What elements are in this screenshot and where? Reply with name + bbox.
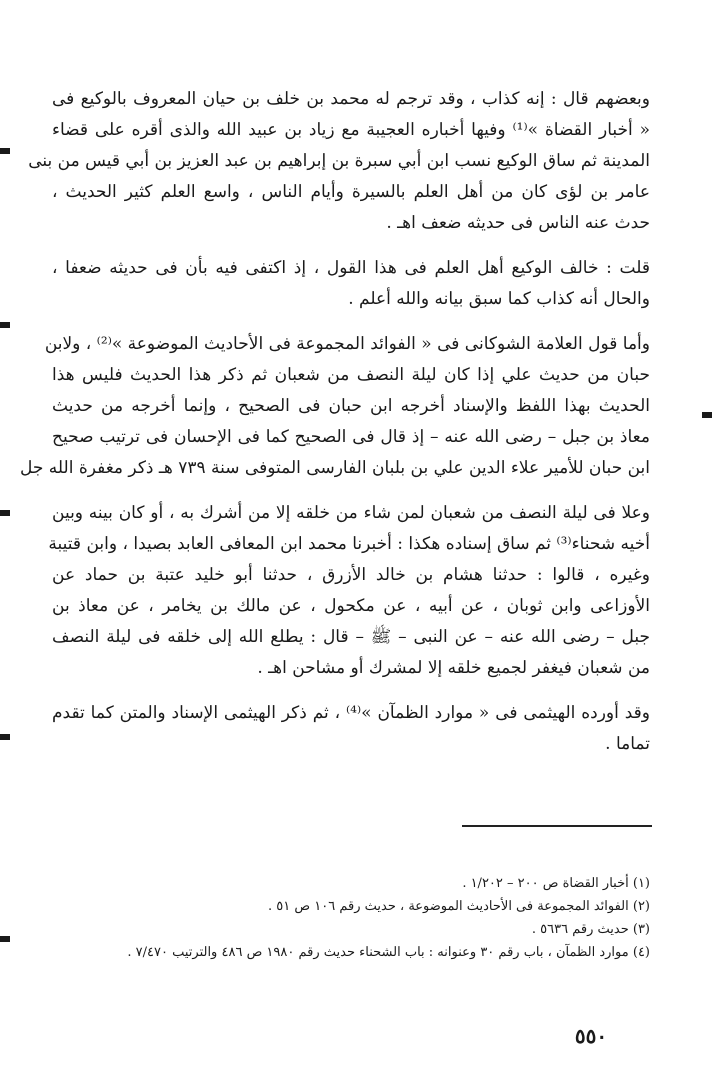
text-line: من شعبان فيغفر لجميع خلقه إلا لمشرك أو مشاحن اهـ . [257,658,650,678]
margin-mark [0,510,10,516]
text-line: الحديث بهذا اللفظ والإسناد أخرجه ابن حبان فى الصحيح ، وإنما أخرجه من حديث [52,396,650,416]
text-line: ابن حبان للأمير علاء الدين علي بن بلبان الفارسى المتوفى سنة ٧٣٩ هـ ذكر مغفرة الله جل [20,458,650,478]
margin-mark [0,148,10,154]
text-line: عامر بن لؤى كان من أهل العلم بالسيرة وأيام الناس ، واسع العلم كثير الحديث ، [52,182,650,202]
footnote: (٢) الفوائد المجموعة فى الأحاديث الموضوعة ، حديث رقم ١٠٦ ص ٥١ . [268,899,650,914]
footnote-separator [462,825,652,827]
margin-mark [0,322,10,328]
text-line: وعلا فى ليلة النصف من شعبان لمن شاء من خلقه إلا من أشرك به ، أو كان بينه وبين [52,503,650,523]
margin-mark [0,936,10,942]
margin-mark [0,734,10,740]
text-line: والحال أنه كذاب كما سبق بيانه والله أعلم . [348,289,650,309]
margin-mark [702,412,712,418]
text-line: وأما قول العلامة الشوكانى فى « الفوائد المجموعة فى الأحاديث الموضوعة »⁽²⁾ ، ولابن [44,334,650,354]
text-line: حبان من حديث علي إذا كان ليلة النصف من شعبان ثم ذكر هذا الحديث فليس هذا [52,365,650,385]
text-line: الأوزاعى وابن ثوبان ، عن أبيه ، عن مكحول ، عن مالك بن يخامر ، عن معاذ بن [52,596,650,616]
text-line: جبل – رضى الله عنه – عن النبى – ﷺ – قال : يطلع الله إلى خلقه فى ليلة النصف [52,627,650,647]
text-line: وغيره ، قالوا : حدثنا هشام بن خالد الأزرق ، حدثنا أبو خليد عتبة بن حماد عن [52,565,650,585]
page-number: ٥٥٠ [574,1024,608,1048]
footnotes [30,872,650,964]
text-line: « أخبار القضاة »⁽¹⁾ وفيها أخباره العجيبة مع زياد بن عبيد الله والذى أقره على قضاء [52,120,650,140]
text-line: المدينة ثم ساق الوكيع نسب ابن أبي سبرة بن إبراهيم بن عبد العزيز بن أبي قيس من بنى [28,151,650,171]
text-line: معاذ بن جبل – رضى الله عنه – إذ قال فى الصحيح كما فى الإحسان فى ترتيب صحيح [52,427,650,447]
footnote: (٣) حديث رقم ٥٦٣٦ . [531,922,650,937]
footnote: (١) أخبار القضاة ص ٢٠٠ – ١/٢٠٢ . [462,876,650,891]
body-text [20,84,650,760]
text-line: حدث عنه الناس فى حديثه ضعف اهـ . [386,213,650,233]
text-line: أخيه شحناء⁽³⁾ ثم ساق إسناده هكذا : أخبرنا محمد ابن المعافى العابد بصيدا ، وابن قتيبة [48,534,650,554]
footnote: (٤) موارد الظمآن ، باب رقم ٣٠ وعنوانه : باب الشحناء حديث رقم ١٩٨٠ ص ٤٨٦ والترتيب ٧/٤٧٠ . [127,945,650,960]
text-line: وبعضهم قال : إنه كذاب ، وقد ترجم له محمد بن خلف بن حيان المعروف بالوكيع فى [52,89,650,109]
text-line: قلت : خالف الوكيع أهل العلم فى هذا القول ، إذ اكتفى فيه بأن فى حديثه ضعفا ، [52,258,650,278]
text-line: تماما . [605,734,650,754]
text-line: وقد أورده الهيثمى فى « موارد الظمآن »⁽⁴⁾ ، ثم ذكر الهيثمى الإسناد والمتن كما تقدم [52,703,650,723]
